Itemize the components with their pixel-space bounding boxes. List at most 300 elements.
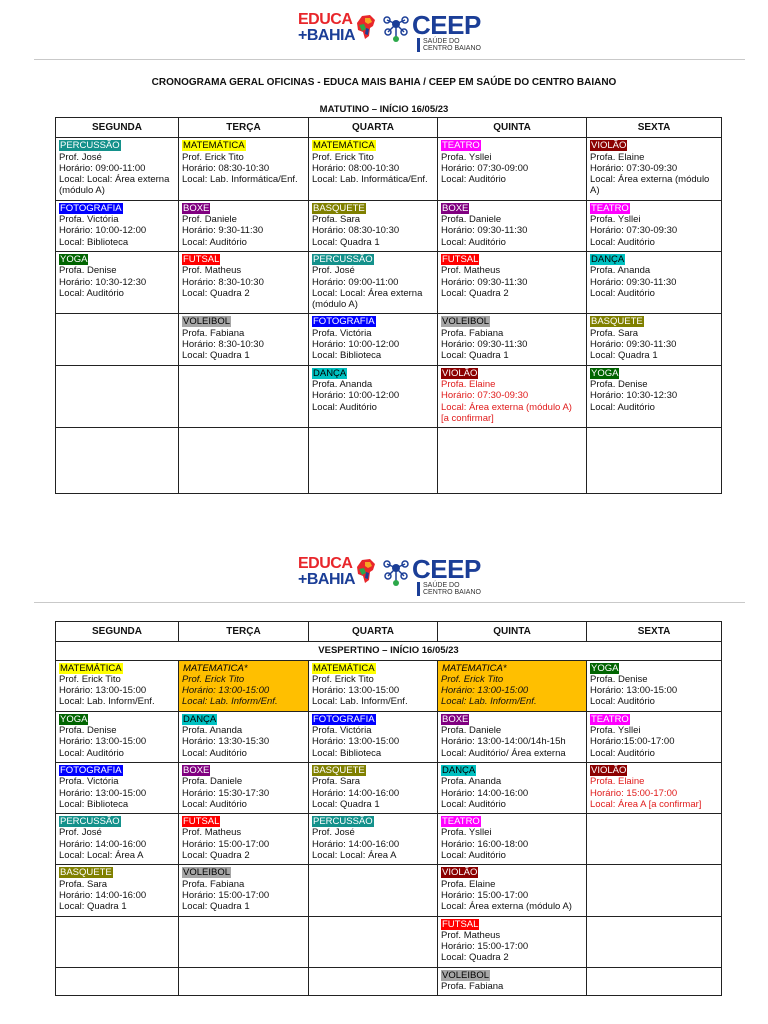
cell-line: Prof. Erick Tito [312, 151, 374, 163]
cell-line: Horário: 09:30-11:30 [590, 276, 677, 288]
cell-line: Horário: 13:00-15:00 [441, 685, 529, 697]
schedule-cell [309, 916, 438, 967]
schedule-cell [309, 660, 438, 711]
cell-line: Horário: 14:00-16:00 [59, 838, 147, 850]
table-header-row [56, 622, 722, 642]
schedule-cell [438, 967, 587, 996]
schedule-cell [587, 916, 722, 967]
table-row [56, 200, 722, 251]
schedule-cell [56, 916, 179, 967]
table-header-row [56, 118, 722, 138]
workshop-tag: YOGA [60, 253, 88, 265]
schedule-cell [179, 660, 309, 711]
schedule-cell [179, 365, 309, 427]
cell-line: Local: Lab. Informática/Enf. [312, 174, 428, 186]
cell-line: Horário: 10:30-12:30 [59, 276, 147, 288]
cell-line: Horário: 15:00-17:00 [182, 838, 270, 850]
schedule-cell [56, 865, 179, 916]
cell-line: Local: Auditório [312, 401, 377, 413]
workshop-tag: VIOLÃO [442, 367, 478, 379]
cell-line: Profa. Ananda [312, 378, 373, 390]
cell-line: Profa. Victória [312, 725, 372, 737]
schedule-cell [56, 365, 179, 427]
schedule-cell [587, 138, 722, 200]
educa-mais-bahia-logo [298, 12, 355, 44]
schedule-cell [56, 138, 179, 200]
table-row [56, 865, 722, 916]
schedule-cell [587, 865, 722, 916]
schedule-cell [56, 314, 179, 365]
cell-line: Local: Quadra 1 [312, 236, 380, 248]
cell-line: Local: Auditório [441, 798, 506, 810]
schedule-cell [587, 200, 722, 251]
cell-line: Horário: 14:00-16:00 [59, 889, 147, 901]
schedule-cell [56, 814, 179, 865]
cell-line: Horário: 15:30-17:30 [182, 787, 270, 799]
schedule-cell [56, 967, 179, 996]
cell-line: Local: Área externa (módulo A) [441, 401, 572, 413]
ceep-logo-text: CEEP [412, 554, 481, 584]
cell-line: Prof. Erick Tito [312, 673, 374, 685]
cell-line: Horário: 15:00-17:00 [441, 941, 529, 953]
cell-line: Prof. Matheus [182, 827, 242, 839]
workshop-tag: DANÇA [313, 367, 347, 379]
cell-line: Profa. Elaine [590, 776, 645, 788]
workshop-tag: PERCUSSÃO [60, 816, 120, 828]
cell-line: Local: Biblioteca [312, 747, 382, 759]
cell-line: Local: Auditório [590, 287, 655, 299]
workshop-tag: VIOLÃO [591, 140, 627, 152]
workshop-tag: FOTOGRAFIA [313, 713, 375, 725]
shift-row [56, 642, 722, 660]
schedule-cell [309, 251, 438, 313]
cell-line: Profa. Ysllei [441, 151, 492, 163]
cell-line: Horário: 07:30-09:30 [590, 225, 678, 237]
schedule-cell [309, 814, 438, 865]
cell-line: Prof. José [59, 827, 102, 839]
workshop-tag: VOLEIBOL [442, 316, 489, 328]
workshop-tag: PERCUSSÃO [313, 816, 373, 828]
day-header: QUARTA [309, 622, 438, 642]
cell-line: Local: Quadra 2 [441, 287, 509, 299]
table-row [56, 916, 722, 967]
cell-line: Horário: 07:30-09:30 [590, 162, 678, 174]
cell-line: Horário: 15:00-17:00 [590, 787, 678, 799]
cell-line: Horário: 15:00-17:00 [441, 889, 529, 901]
cell-line: Profa. Daniele [441, 214, 502, 226]
cell-line: Horário: 14:00-16:00 [312, 838, 400, 850]
workshop-tag: YOGA [591, 662, 619, 674]
workshop-tag: TEATRO [591, 713, 629, 725]
cell-line: Profa. Sara [312, 776, 361, 788]
schedule-cell [309, 314, 438, 365]
cell-line: Prof. José [312, 827, 355, 839]
schedule-cell [438, 814, 587, 865]
cell-line: Horário: 08:30-10:30 [182, 162, 270, 174]
ceep-sub-line-2: CENTRO BAIANO [423, 45, 481, 52]
cell-line: Profa. Elaine [441, 378, 496, 390]
cell-line: Local: Auditório [590, 747, 655, 759]
schedule-cell [309, 200, 438, 251]
schedule-cell [587, 711, 722, 762]
cell-line: Horário: 13:00-15:00 [312, 736, 400, 748]
workshop-tag: FUTSAL [442, 253, 479, 265]
cell-line: Local: Quadra 2 [182, 287, 250, 299]
schedule-cell [438, 138, 587, 200]
cell-line: Horário:15:00-17:00 [590, 736, 675, 748]
day-header: QUINTA [438, 622, 587, 642]
cell-line: Profa. Ananda [182, 725, 243, 737]
ceep-sub-line-1: SAÚDE DO [423, 38, 460, 45]
cell-line: Local: Local: Área externa (módulo A) [312, 287, 423, 311]
workshop-tag: BOXE [183, 202, 210, 214]
cell-line: Local: Auditório [441, 850, 506, 862]
cell-line: Horário: 13:00-15:00 [59, 685, 147, 697]
logo-educa-text: EDUCA [298, 11, 353, 28]
cell-line: Profa. Denise [59, 725, 117, 737]
cell-line: Prof. Erick Tito [59, 673, 121, 685]
cell-line: Horário: 10:30-12:30 [590, 390, 678, 402]
logo-educa-text: EDUCA [298, 555, 353, 572]
workshop-tag: DANÇA [591, 253, 625, 265]
table-row-empty [56, 428, 722, 494]
cell-line: Local: Quadra 1 [182, 350, 250, 362]
educa-mais-bahia-logo [298, 556, 355, 588]
schedule-cell [587, 814, 722, 865]
cell-line: Local: Auditório [590, 236, 655, 248]
cell-line: Horário: 15:00-17:00 [182, 889, 270, 901]
cell-line: Profa. Ananda [441, 776, 502, 788]
document-title: CRONOGRAMA GERAL OFICINAS - EDUCA MAIS BAHIA / CEEP EM SAÚDE DO CENTRO BAIANO [151, 77, 617, 88]
cell-line: Local: Auditório [441, 236, 506, 248]
cell-line: Profa. Denise [590, 378, 648, 390]
ceep-logo [412, 554, 481, 596]
matutino-table-body [56, 138, 722, 494]
schedule-cell [438, 762, 587, 813]
cell-line: Local: Quadra 1 [59, 901, 127, 913]
table-row [56, 814, 722, 865]
vespertino-table-body [56, 660, 722, 996]
cell-line: Profa. Sara [59, 878, 108, 890]
day-header: SEXTA [587, 118, 722, 138]
workshop-tag: VOLEIBOL [183, 316, 230, 328]
cell-line: Local: Local: Área A [312, 850, 397, 862]
cell-line: Prof. Matheus [441, 929, 501, 941]
cell-line: Local: Auditório/ Área externa [441, 747, 566, 759]
logo-bahia-text: +BAHIA [298, 27, 356, 44]
cell-line: Horário: 08:00-10:30 [312, 162, 400, 174]
schedule-cell [438, 314, 587, 365]
cell-line: Prof. José [312, 265, 355, 277]
schedule-cell [179, 314, 309, 365]
vespertino-schedule-table [55, 621, 722, 996]
workshop-tag: PERCUSSÃO [313, 253, 373, 265]
cell-line: Prof. Erick Tito [441, 673, 504, 685]
schedule-cell [56, 762, 179, 813]
cell-line: Horário: 14:00-16:00 [312, 787, 400, 799]
cell-line: Profa. Sara [312, 214, 361, 226]
day-header: SEXTA [587, 622, 722, 642]
cell-line: Profa. Elaine [441, 878, 496, 890]
workshop-tag: PERCUSSÃO [60, 140, 120, 152]
schedule-cell-empty [438, 428, 587, 494]
cell-line: Horário: 07:30-09:00 [441, 162, 529, 174]
workshop-tag: MATEMÁTICA [313, 140, 375, 152]
workshop-tag: FOTOGRAFIA [313, 316, 375, 328]
cell-line: Local: Local: Área A [59, 850, 144, 862]
workshop-tag: VIOLÃO [591, 764, 627, 776]
table-row [56, 251, 722, 313]
cell-line: Prof. José [59, 151, 102, 163]
workshop-tag: TEATRO [442, 816, 480, 828]
cell-line: Profa. Fabiana [182, 327, 245, 339]
workshop-tag: FUTSAL [183, 253, 220, 265]
table-row [56, 967, 722, 996]
cell-line: Profa. Elaine [590, 151, 645, 163]
cell-line: Local: Área externa (módulo A) [441, 901, 572, 913]
matutino-title: MATUTINO – INÍCIO 16/05/23 [319, 104, 449, 115]
cell-line: Local: Auditório [182, 236, 247, 248]
table-row [56, 711, 722, 762]
schedule-cell [438, 916, 587, 967]
schedule-cell [309, 865, 438, 916]
schedule-cell [587, 314, 722, 365]
logo-bar-top [0, 12, 768, 62]
schedule-cell [309, 762, 438, 813]
table-row [56, 660, 722, 711]
cell-line: Local: Auditório [59, 747, 124, 759]
cell-line: Local: Auditório [182, 747, 247, 759]
schedule-cell [438, 711, 587, 762]
cell-line: Profa. Fabiana [182, 878, 245, 890]
cell-line: Prof. Matheus [441, 265, 501, 277]
bahia-map-icon [356, 558, 376, 584]
cell-line: Local: Auditório [441, 174, 506, 186]
schedule-cell [56, 251, 179, 313]
schedule-cell [179, 200, 309, 251]
cell-line: Profa. Victória [59, 214, 119, 226]
schedule-cell-empty [179, 428, 309, 494]
workshop-tag: DANÇA [442, 764, 476, 776]
workshop-tag: VOLEIBOL [442, 969, 489, 981]
workshop-tag: FUTSAL [442, 918, 479, 930]
cell-line: Local: Lab. Inform/Enf. [182, 696, 278, 708]
ceep-logo [412, 10, 481, 52]
cell-line: Horário: 8:30-10:30 [182, 276, 264, 288]
cell-line: Profa. Sara [590, 327, 639, 339]
cell-line: Local: Local: Área externa (módulo A) [59, 174, 170, 197]
cell-line: Horário: 13:30-15:30 [182, 736, 270, 748]
cell-line: Prof. Matheus [182, 265, 242, 277]
cell-line: Profa. Denise [590, 673, 648, 685]
cell-line: Horário: 09:30-11:30 [441, 276, 528, 288]
cell-line: Horário: 13:00-15:00 [182, 685, 270, 697]
schedule-cell [587, 967, 722, 996]
cell-line: Local: Quadra 1 [441, 350, 509, 362]
day-header: QUARTA [309, 118, 438, 138]
schedule-cell-empty [309, 428, 438, 494]
schedule-cell [438, 251, 587, 313]
workshop-tag: BASQUETE [313, 202, 365, 214]
divider-second [34, 602, 745, 603]
cell-line: Local: Lab. Inform/Enf. [312, 696, 408, 708]
cell-line: Horário: 9:30-11:30 [182, 225, 264, 237]
cell-line: Horário: 13:00-15:00 [59, 736, 147, 748]
cell-line: Local: Quadra 1 [590, 350, 658, 362]
cell-line: Horário: 13:00-15:00 [59, 787, 147, 799]
matutino-schedule-table [55, 117, 722, 494]
day-header: TERÇA [179, 118, 309, 138]
workshop-tag: FOTOGRAFIA [60, 764, 122, 776]
cell-line: Prof. Erick Tito [182, 151, 244, 163]
ceep-logo-subtitle [417, 582, 481, 596]
workshop-tag: BASQUETE [591, 316, 643, 328]
logo-bahia-text: +BAHIA [298, 571, 356, 588]
cell-line: Local: Lab. Inform/Enf. [59, 696, 155, 708]
schedule-cell [56, 200, 179, 251]
cell-line: Prof. Erick Tito [182, 673, 245, 685]
workshop-tag: FOTOGRAFIA [60, 202, 122, 214]
schedule-cell [587, 762, 722, 813]
workshop-tag: VIOLÃO [442, 867, 478, 879]
workshop-tag: MATEMÁTICA [60, 662, 122, 674]
schedule-cell [56, 660, 179, 711]
cell-line: Local: Quadra 1 [312, 798, 380, 810]
cell-line: Profa. Ananda [590, 265, 651, 277]
logo-bar-second [0, 556, 768, 606]
schedule-cell [179, 967, 309, 996]
cell-line: Horário: 10:00-12:00 [312, 390, 400, 402]
cell-line: Local: Lab. Inform/Enf. [441, 696, 537, 708]
cell-line: Local: Quadra 2 [182, 850, 250, 862]
cell-line: Horário: 09:30-11:30 [441, 225, 528, 237]
cell-line: Horário: 13:00-15:00 [312, 685, 400, 697]
workshop-tag: MATEMATICA* [442, 662, 507, 674]
cell-line: Profa. Fabiana [441, 327, 504, 339]
cell-line: Profa. Fabiana [441, 981, 504, 993]
divider-top [34, 59, 745, 60]
cell-line: Profa. Denise [59, 265, 117, 277]
cell-line: Horário: 07:30-09:30 [441, 390, 529, 402]
ceep-network-icon [381, 14, 411, 46]
cell-line: Horário: 16:00-18:00 [441, 838, 529, 850]
cell-line: Profa. Ysllei [441, 827, 492, 839]
schedule-cell [179, 814, 309, 865]
cell-line: Local: Auditório [590, 696, 655, 708]
bahia-map-icon [356, 14, 376, 40]
schedule-cell [309, 711, 438, 762]
workshop-tag: BOXE [442, 202, 469, 214]
cell-line: Local: Biblioteca [59, 798, 129, 810]
schedule-cell [179, 711, 309, 762]
cell-line: Horário: 14:00-16:00 [441, 787, 529, 799]
schedule-cell [587, 660, 722, 711]
cell-line: Horário: 09:00-11:00 [59, 162, 146, 174]
cell-line: Profa. Victória [312, 327, 372, 339]
cell-line: Profa. Ysllei [590, 214, 641, 226]
cell-line: Horário: 09:30-11:30 [590, 339, 677, 351]
vespertino-title: VESPERTINO – INÍCIO 16/05/23 [56, 642, 722, 660]
table-row [56, 762, 722, 813]
cell-line: Local: Área A [a confirmar] [590, 798, 702, 810]
workshop-tag: BASQUETE [313, 764, 365, 776]
workshop-tag: YOGA [591, 367, 619, 379]
cell-line: Horário: 09:30-11:30 [441, 339, 528, 351]
ceep-sub-line-2: CENTRO BAIANO [423, 589, 481, 596]
workshop-tag: MATEMÁTICA [183, 140, 245, 152]
schedule-cell [309, 967, 438, 996]
day-header: SEGUNDA [56, 118, 179, 138]
schedule-cell [438, 865, 587, 916]
ceep-network-icon [381, 558, 411, 590]
workshop-tag: YOGA [60, 713, 88, 725]
workshop-tag: BOXE [183, 764, 210, 776]
cell-line: Local: Auditório [59, 287, 124, 299]
schedule-cell [179, 251, 309, 313]
cell-line: Horário: 08:30-10:30 [312, 225, 400, 237]
day-header: TERÇA [179, 622, 309, 642]
cell-line: Local: Biblioteca [59, 236, 129, 248]
schedule-cell-empty [56, 428, 179, 494]
cell-line: Local: Quadra 2 [441, 952, 509, 964]
table-row [56, 138, 722, 200]
schedule-cell [179, 916, 309, 967]
workshop-tag: VOLEIBOL [183, 867, 230, 879]
workshop-tag: MATEMATICA* [183, 662, 248, 674]
schedule-cell [56, 711, 179, 762]
cell-line: Prof. Daniele [182, 214, 237, 226]
cell-line: Local: Biblioteca [312, 350, 382, 362]
schedule-cell [587, 251, 722, 313]
schedule-cell [309, 138, 438, 200]
cell-line: Profa. Daniele [182, 776, 243, 788]
schedule-cell [438, 660, 587, 711]
schedule-cell [438, 365, 587, 427]
schedule-cell-empty [587, 428, 722, 494]
cell-line: Local: Quadra 1 [182, 901, 250, 913]
cell-line: Profa. Victória [59, 776, 119, 788]
cell-line: Local: Auditório [590, 401, 655, 413]
cell-line: [a confirmar] [441, 412, 494, 424]
cell-line: Profa. Ysllei [590, 725, 641, 737]
table-row [56, 314, 722, 365]
cell-line: Horário: 09:00-11:00 [312, 276, 399, 288]
cell-line: Profa. Daniele [441, 725, 502, 737]
ceep-logo-subtitle [417, 38, 481, 52]
cell-line: Local: Auditório [182, 798, 247, 810]
cell-line: Local: Lab. Informática/Enf. [182, 174, 298, 186]
workshop-tag: DANÇA [183, 713, 217, 725]
day-header: QUINTA [438, 118, 587, 138]
workshop-tag: BASQUETE [60, 867, 112, 879]
workshop-tag: MATEMÁTICA [313, 662, 375, 674]
cell-line: Horário: 13:00-15:00 [590, 685, 678, 697]
cell-line: Horário: 10:00-12:00 [59, 225, 147, 237]
day-header: SEGUNDA [56, 622, 179, 642]
workshop-tag: BOXE [442, 713, 469, 725]
cell-line: Horário: 10:00-12:00 [312, 339, 400, 351]
cell-line: Local: Área externa (módulo A) [590, 174, 710, 197]
schedule-cell [179, 138, 309, 200]
table-row [56, 365, 722, 427]
schedule-cell [309, 365, 438, 427]
schedule-cell [179, 762, 309, 813]
ceep-sub-line-1: SAÚDE DO [423, 582, 460, 589]
cell-line: Horário: 8:30-10:30 [182, 339, 264, 351]
workshop-tag: TEATRO [591, 202, 629, 214]
workshop-tag: FUTSAL [183, 816, 220, 828]
ceep-logo-text: CEEP [412, 10, 481, 40]
